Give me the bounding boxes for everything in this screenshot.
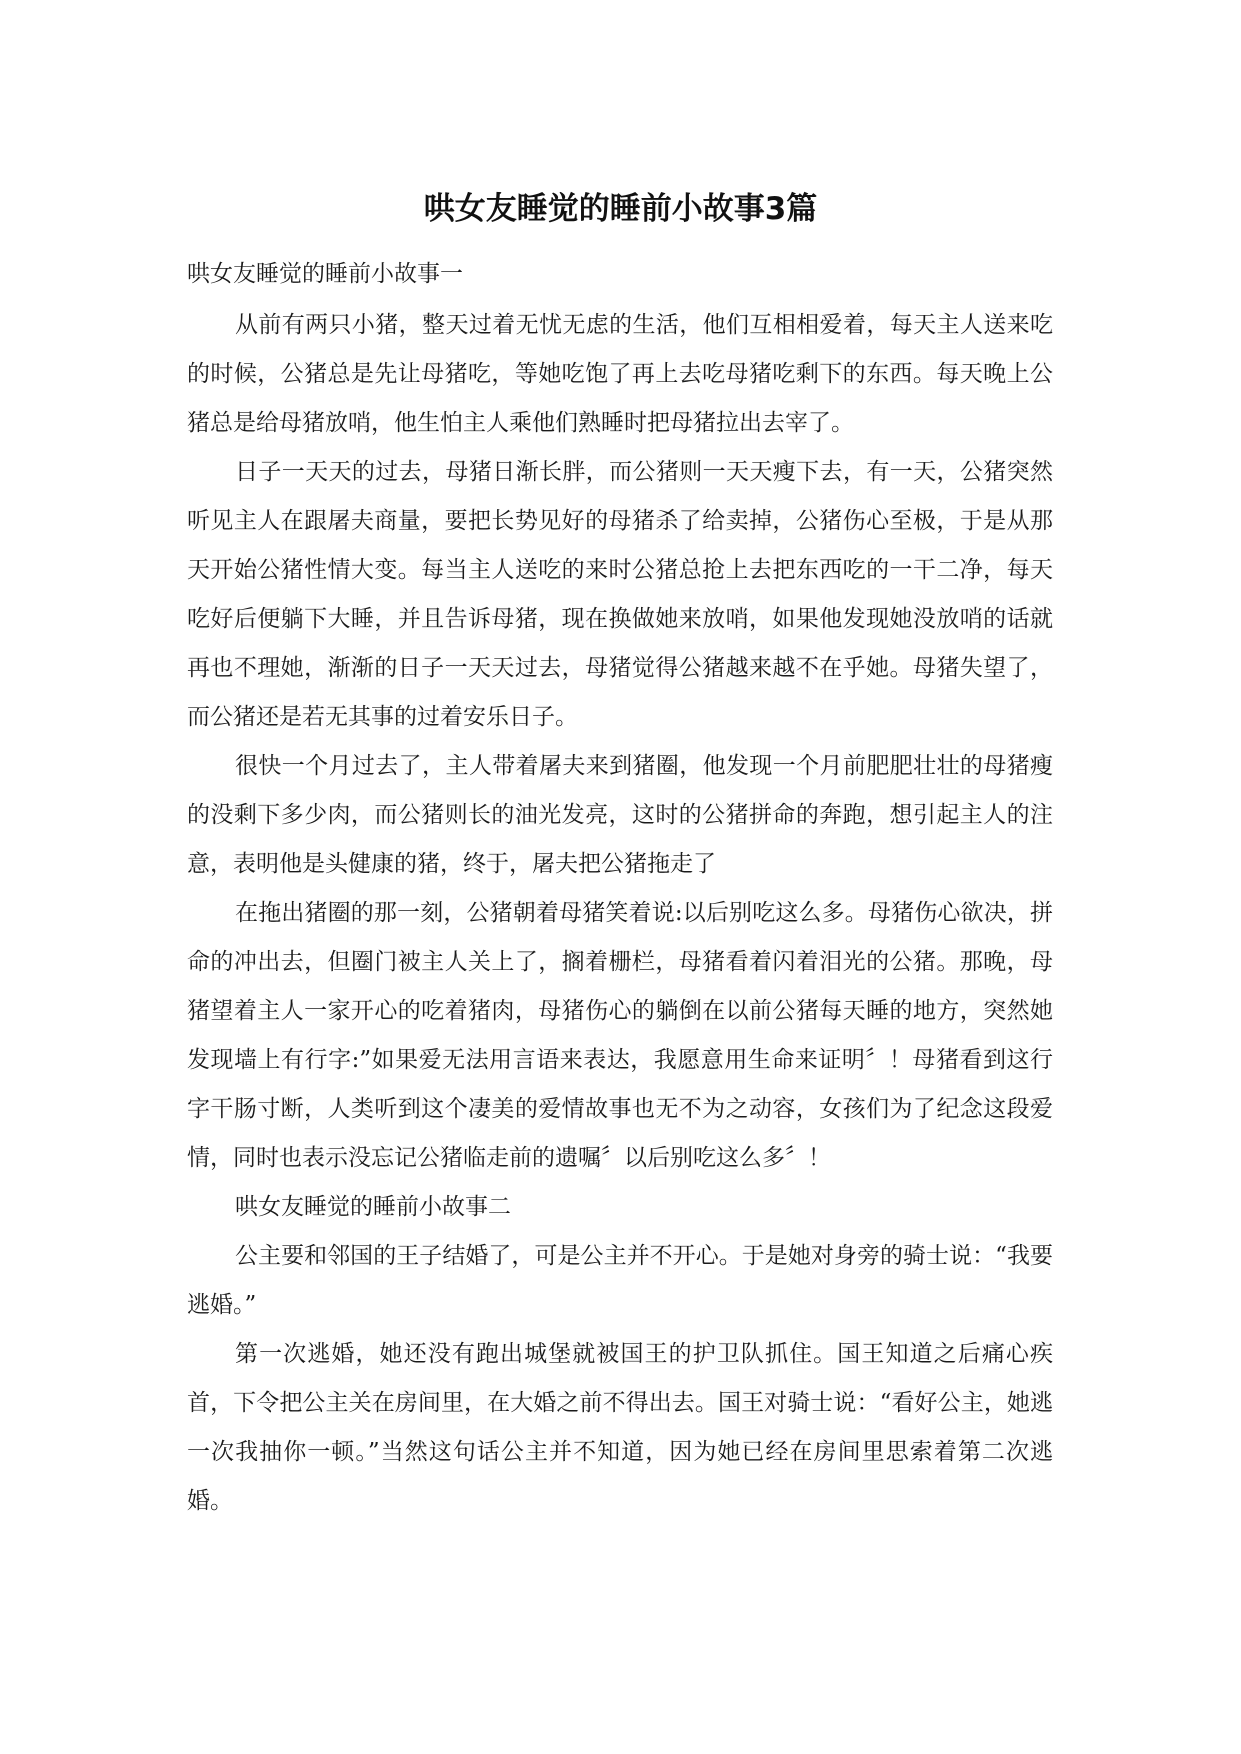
section-heading-story-2: 哄女友睡觉的睡前小故事二 xyxy=(235,1194,511,1220)
paragraph: 从前有两只小猪，整天过着无忧无虑的生活，他们互相相爱着，每天主人送来吃的时候，公猪总是先让母猪吃，等她吃饱了再上去吃母猪吃剩下的东西。每天晚上公猪总是给母猪放哨，他生怕主人乘他们熟睡时把母猪拉出去宰了。 xyxy=(187,312,1053,436)
paragraph: 第一次逃婚，她还没有跑出城堡就被国王的护卫队抓住。国王知道之后痛心疾首，下令把公主关在房间里，在大婚之前不得出去。国王对骑士说：“看好公主，她逃一次我抽你一顿。”当然这句话公主并不知道，因为她已经在房间里思索着第二次逃婚。 xyxy=(187,1341,1053,1514)
section-heading-story-1: 哄女友睡觉的睡前小故事一 xyxy=(187,261,463,287)
paragraph: 日子一天天的过去，母猪日渐长胖，而公猪则一天天瘦下去，有一天，公猪突然听见主人在跟屠夫商量，要把长势见好的母猪杀了给卖掉，公猪伤心至极，于是从那天开始公猪性情大变。每当主人送吃的来时公猪总抢上去把东西吃的一干二净，每天吃好后便躺下大睡，并且告诉母猪，现在换做她来放哨，如果他发现她没放哨的话就再也不理她，渐渐的日子一天天过去，母猪觉得公猪越来越不在乎她。母猪失望了，而公猪还是若无其事的过着安乐日子。 xyxy=(187,459,1053,730)
paragraph: 很快一个月过去了，主人带着屠夫来到猪圈，他发现一个月前肥肥壮壮的母猪瘦的没剩下多少肉，而公猪则长的油光发亮，这时的公猪拼命的奔跑，想引起主人的注意，表明他是头健康的猪，终于，屠夫把公猪拖走了 xyxy=(187,753,1053,877)
document-title: 哄女友睡觉的睡前小故事3篇 xyxy=(423,191,818,227)
paragraph: 公主要和邻国的王子结婚了，可是公主并不开心。于是她对身旁的骑士说：“我要逃婚。” xyxy=(187,1243,1053,1318)
paragraph: 在拖出猪圈的那一刻，公猪朝着母猪笑着说:以后别吃这么多。母猪伤心欲决，拼命的冲出去，但圈门被主人关上了，搁着栅栏，母猪看着闪着泪光的公猪。那晚，母猪望着主人一家开心的吃着猪肉，母猪伤心的躺倒在以前公猪每天睡的地方，突然她发现墙上有行字:”如果爱无法用言语来表达，我愿意用生命来证明〞！母猪看到这行字干肠寸断，人类听到这个凄美的爱情故事也无不为之动容，女孩们为了纪念这段爱情，同时也表示没忘记公猪临走前的遗嘱〞以后别吃这么多〞！ xyxy=(187,900,1053,1171)
document-body xyxy=(187,250,1053,1526)
